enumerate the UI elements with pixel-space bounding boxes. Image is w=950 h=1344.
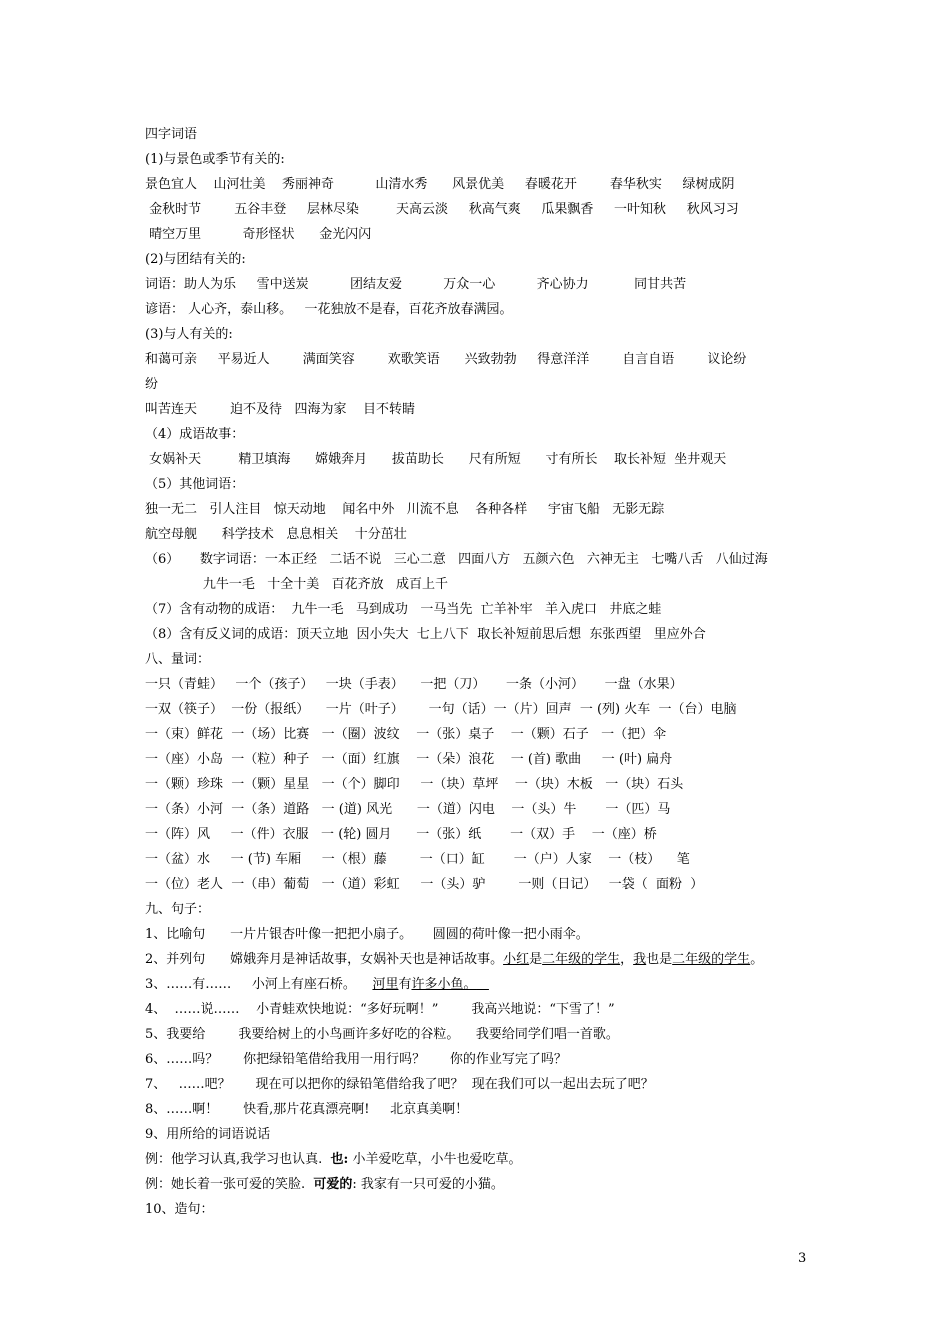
text-line: 6、……吗？ 你把绿铅笔借给我用一用行吗？ 你的作业写完了吗？ <box>145 1052 567 1067</box>
text-line: 4、 ……说…… 小青蛙欢快地说：“多好玩啊！” 我高兴地说：“下雪了！” <box>145 1002 615 1017</box>
underlined-word: 河里 <box>372 977 399 992</box>
text-line: 5、我要给 我要给树上的小鸟画许多好吃的谷粒。 我要给同学们唱一首歌。 <box>145 1027 619 1042</box>
text-line: 女娲补天 精卫填海 嫦娥奔月 拔苗助长 尺有所短 寸有所长 取长补短 坐井观天 <box>145 452 727 467</box>
subsection-heading: (2)与团结有关的: <box>145 252 246 267</box>
text-line: 一（颗）珍珠 一（颗）星星 一（个）脚印 一（块）草坪 一（块）木板 一（块）石头 <box>145 777 684 792</box>
subsection-heading: （5）其他词语： <box>145 477 245 492</box>
text-line: 10、造句： <box>145 1202 214 1217</box>
text-line: 叫苦连天 迫不及待 四海为家 目不转睛 <box>145 402 415 417</box>
text-line: 一（座）小岛 一（粒）种子 一（面）红旗 一（朵）浪花 一 (首) 歌曲 一 (叶) 扁舟 <box>145 752 673 767</box>
text-line: 航空母舰 科学技术 息息相关 十分茁壮 <box>145 527 407 542</box>
text-line: 和蔼可亲 平易近人 满面笑容 欢歌笑语 兴致勃勃 得意洋洋 自言自语 议论纷 <box>145 352 747 367</box>
text-line: 一（位）老人 一（串）葡萄 一（道）彩虹 一（头）驴 一则（日记） 一袋（ 面粉 ） <box>145 877 704 892</box>
page-number: 3 <box>798 1251 807 1266</box>
underlined-word: 许多小鱼。 <box>411 977 477 992</box>
section-title: 九、句子： <box>145 902 211 917</box>
subsection-heading: (3)与人有关的: <box>145 327 233 342</box>
text-line: 一双（筷子） 一份（报纸） 一片（叶子） 一句（话）一（片）回声 一 (列) 火车 一（台）电脑 <box>145 702 737 717</box>
subsection-heading: (1)与景色或季节有关的: <box>145 152 285 167</box>
text-line: 金秋时节 五谷丰登 层林尽染 天高云淡 秋高气爽 瓜果飘香 一叶知秋 秋风习习 <box>145 202 739 217</box>
text-line: 九牛一毛 十全十美 百花齐放 成百上千 <box>145 577 449 592</box>
text-line: 8、……啊！ 快看,那片花真漂亮啊! 北京真美啊！ <box>145 1102 469 1117</box>
bold-word: 也: <box>330 1152 349 1167</box>
underlined-word: 小红 <box>503 952 530 967</box>
text-line: （6） 数字词语：一本正经 二话不说 三心二意 四面八方 五颜六色 六神无主 七嘴八舌 八仙过海 <box>145 552 768 567</box>
text-line: 7、 ……吧？ 现在可以把你的绿铅笔借给我了吧？ 现在我们可以一起出去玩了吧？ <box>145 1077 654 1092</box>
text-line: 纷 <box>145 377 159 392</box>
text-line: 一（盆）水 一 (节) 车厢 一（根）藤 一（口）缸 一（户）人家 一（枝） 笔 <box>145 852 690 867</box>
text-line: 一只（青蛙） 一个（孩子） 一块（手表） 一把（刀） 一条（小河） 一盘（水果） <box>145 677 683 692</box>
text-line: 例：她长着一张可爱的笑脸. 可爱的: 我家有一只可爱的小猫。 <box>145 1177 504 1192</box>
text-line: 一（阵）风 一（件）衣服 一 (轮) 圆月 一（张）纸 一（双）手 一（座）桥 <box>145 827 657 842</box>
subsection-heading: （4）成语故事： <box>145 427 245 442</box>
text-line: 晴空万里 奇形怪状 金光闪闪 <box>145 227 372 242</box>
text-line: 独一无二 引人注目 惊天动地 闻名中外 川流不息 各种各样 宇宙飞船 无影无踪 <box>145 502 665 517</box>
text-line: 3、……有…… 小河上有座石桥。 河里有许多小鱼。 <box>145 977 477 992</box>
section-title: 四字词语 <box>145 127 198 142</box>
section-title: 八、量词： <box>145 652 211 667</box>
text-line: 一（束）鲜花 一（场）比赛 一（圈）波纹 一（张）桌子 一（颗）石子 一（把）伞 <box>145 727 667 742</box>
text-line: （8）含有反义词的成语：顶天立地 因小失大 七上八下 取长补短前思后想 东张西望 里应外合 <box>145 627 706 642</box>
text-line: 2、并列句 嫦娥奔月是神话故事，女娲补天也是神话故事。小红是二年级的学生，我也是二年级的学生。 <box>145 952 764 967</box>
text-line: 词语：助人为乐 雪中送炭 团结友爱 万众一心 齐心协力 同甘共苦 <box>145 277 687 292</box>
bold-word: 可爱的 <box>313 1177 353 1192</box>
text-line: 一（条）小河 一（条）道路 一 (道) 风光 一（道）闪电 一（头）牛 一（匹）马 <box>145 802 671 817</box>
text-line: 例：他学习认真,我学习也认真. 也: 小羊爱吃草，小牛也爱吃草。 <box>145 1152 522 1167</box>
text-line: 9、用所给的词语说话 <box>145 1127 271 1142</box>
underlined-word: 我 <box>633 952 647 967</box>
underlined-word: 二年级的学生 <box>672 952 751 967</box>
text-line: 景色宜人 山河壮美 秀丽神奇 山清水秀 风景优美 春暖花开 春华秋实 绿树成阴 <box>145 177 735 192</box>
underlined-word: 二年级的学生 <box>542 952 621 967</box>
text-line: 1、比喻句 一片片银杏叶像一把把小扇子。 圆圆的荷叶像一把小雨伞。 <box>145 927 589 942</box>
text-line: （7）含有动物的成语： 九牛一毛 马到成功 一马当先 亡羊补牢 羊入虎口 井底之蛙 <box>145 602 662 617</box>
text-line: 谚语： 人心齐，泰山移。 一花独放不是春，百花齐放春满园。 <box>145 302 513 317</box>
